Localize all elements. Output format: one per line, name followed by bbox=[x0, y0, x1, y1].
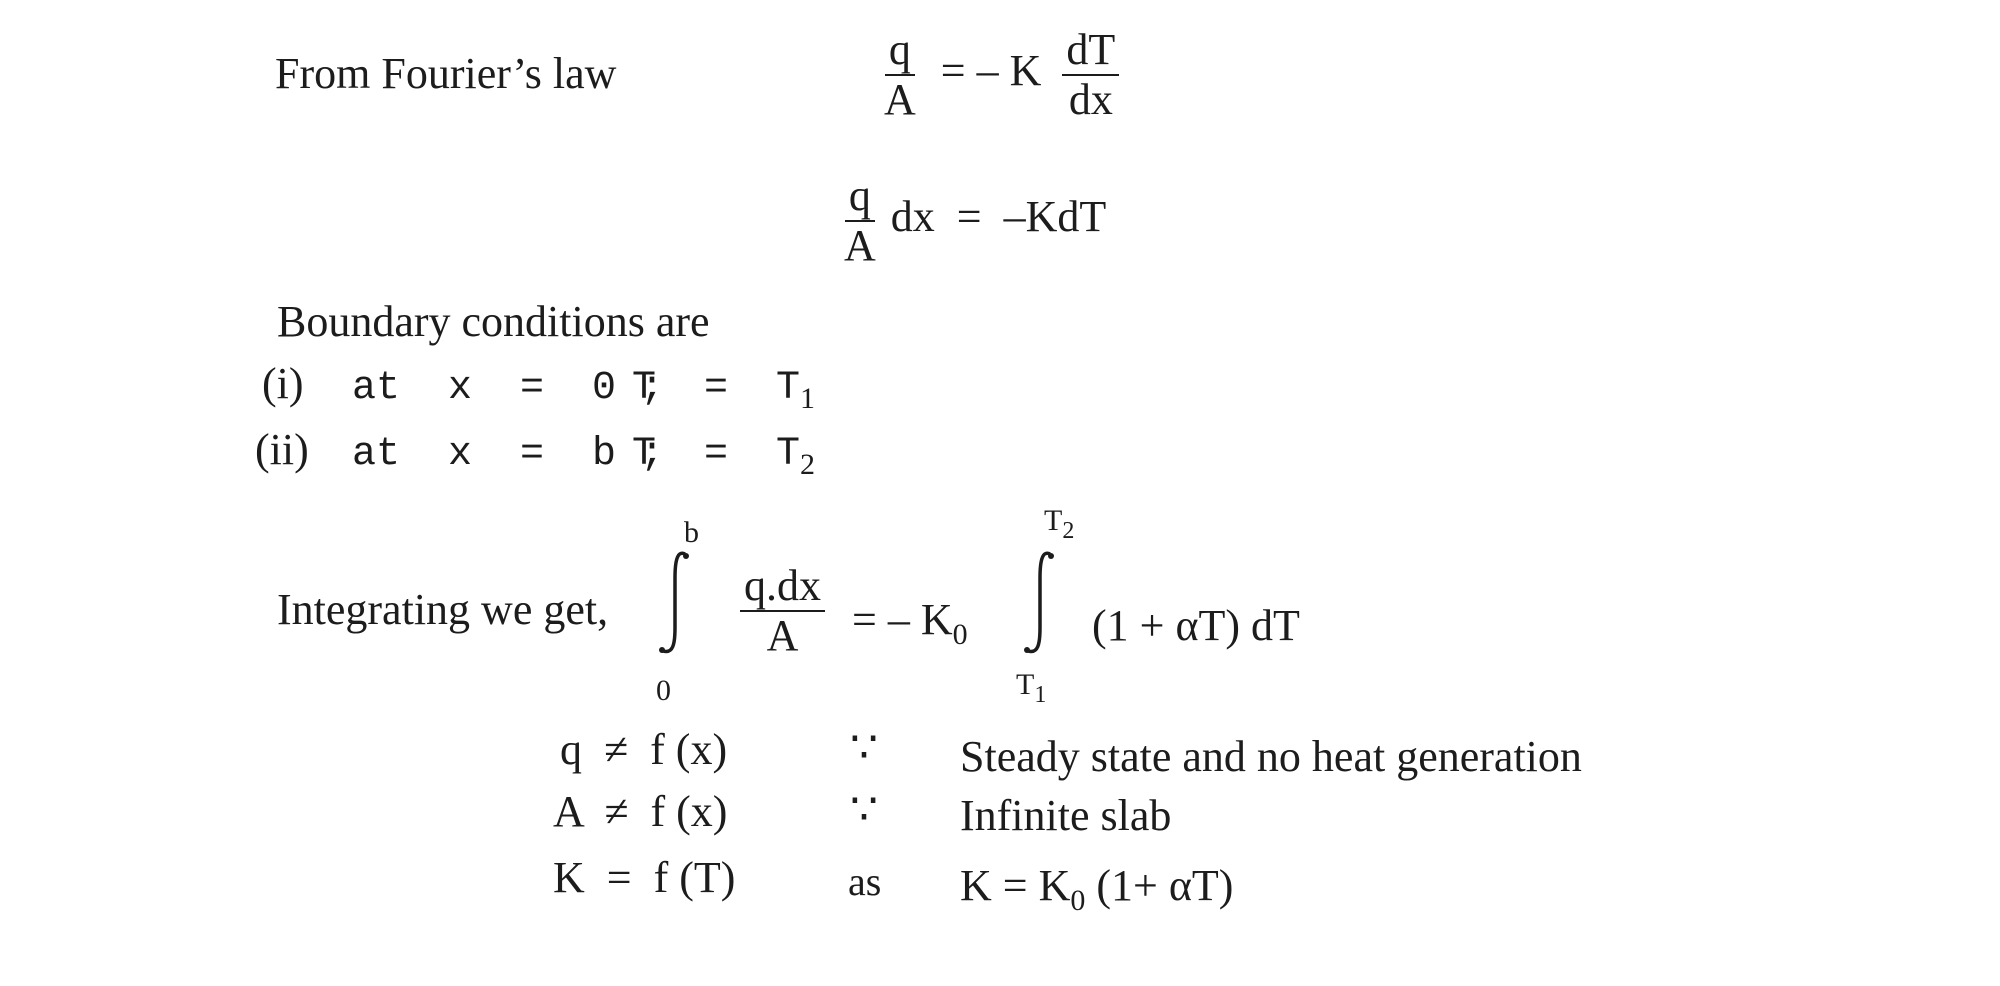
as-label: as bbox=[848, 859, 882, 904]
rearranged-equation bbox=[840, 171, 1107, 270]
integral-2-upper-limit: $T_2$ bbox=[1044, 504, 1075, 544]
condition-a-lhs: A ≠ f (x) bbox=[553, 787, 728, 836]
equals-minus-k0: = – $K_0$ bbox=[852, 595, 968, 651]
equals-minus-k: = – K bbox=[940, 46, 1042, 96]
integral-sign-1 bbox=[655, 548, 695, 658]
because-symbol-1: ∵ bbox=[850, 723, 878, 772]
fourier-equation bbox=[880, 25, 1119, 124]
rearranged-rest: dx = –KdT bbox=[890, 192, 1107, 242]
q-dx-over-a-fraction: $\frac{q.dx}{A}$ bbox=[740, 564, 825, 658]
condition-k-relation: $K = K_0$ (1+ αT) bbox=[960, 861, 1234, 917]
fourier-law-label: From Fourier’s law bbox=[275, 49, 617, 98]
integral-sign-2 bbox=[1020, 548, 1060, 658]
dt-over-dx-fraction: $\frac{dT}{dx}$ bbox=[1062, 28, 1119, 122]
boundary-condition-1: (i) at x = 0 ;T = $T_1$ bbox=[262, 359, 816, 415]
q-over-a-fraction: $\frac{q}{A}$ bbox=[884, 25, 916, 124]
condition-k-lhs: K = f (T) bbox=[553, 853, 736, 902]
condition-a-reason: Infinite slab bbox=[960, 791, 1172, 840]
condition-q-reason: Steady state and no heat generation bbox=[960, 732, 1582, 781]
q-over-a-fraction-2: $\frac{q}{A}$ bbox=[844, 171, 876, 270]
integrand: (1 + αT) dT bbox=[1092, 601, 1300, 650]
integral-2-lower-limit: $T_1$ bbox=[1016, 668, 1047, 708]
boundary-heading: Boundary conditions are bbox=[277, 297, 710, 346]
integrating-label: Integrating we get, bbox=[277, 585, 609, 634]
because-symbol-2: ∵ bbox=[850, 785, 878, 834]
boundary-condition-2: (ii) at x = b ;T = $T_2$ bbox=[255, 425, 816, 481]
integral-1-lower-limit: 0 bbox=[656, 674, 671, 707]
condition-q-lhs: q ≠ f (x) bbox=[560, 725, 728, 774]
integral-1-upper-limit: b bbox=[684, 516, 699, 549]
